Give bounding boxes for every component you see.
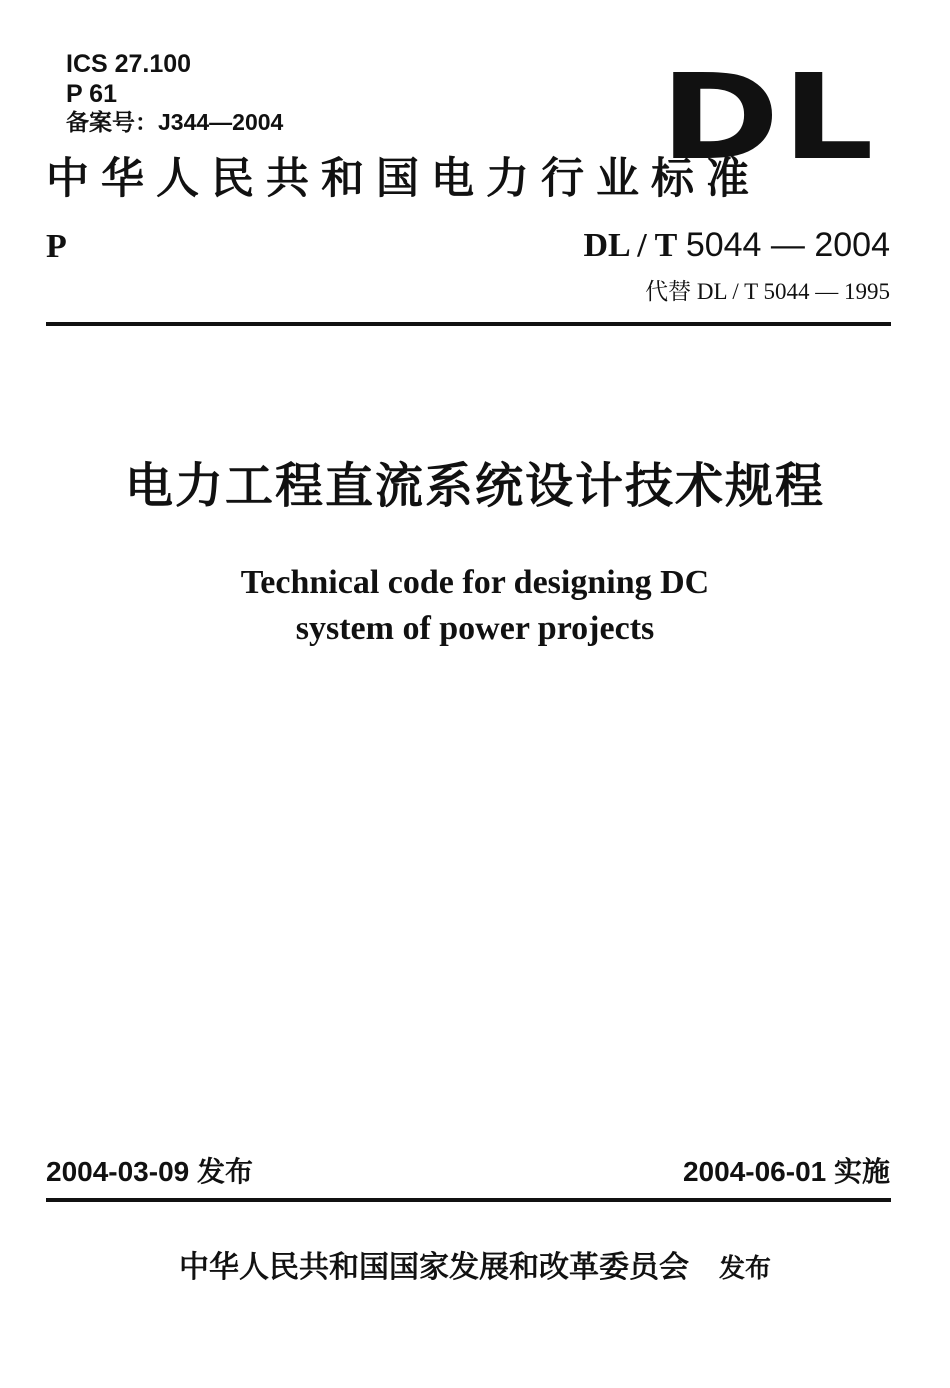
document-title-en [0,560,950,652]
replaces-note: 代替 DL / T 5044 — 1995 [645,279,890,304]
publisher-name: 中华人民共和国国家发展和改革委员会 [178,1250,689,1285]
standard-code [583,228,890,263]
bottom-divider [46,1198,891,1202]
code-prefix: DL / T [583,227,678,264]
record-number: 备案号：J344—2004 [66,109,284,135]
code-number: 5044 — 2004 [685,226,890,264]
title-en-line2: system of power projects [295,610,655,647]
class-letter: P [46,228,67,265]
ics-code: ICS 27.100 [66,50,192,78]
effective-date: 2004-06-01 实施 [682,1156,890,1187]
category-code: P 61 [66,80,117,108]
standard-title: 中华人民共和国电力行业标准 [46,154,761,204]
dl-logo: DL [659,48,876,186]
issue-date: 2004-03-09 发布 [46,1156,254,1187]
top-divider [46,322,891,326]
document-title-cn: 电力工程直流系统设计技术规程 [124,458,825,514]
publisher-suffix: 发布 [718,1254,771,1284]
publisher-line [0,1250,950,1285]
title-en-line1: Technical code for designing DC [240,564,710,601]
